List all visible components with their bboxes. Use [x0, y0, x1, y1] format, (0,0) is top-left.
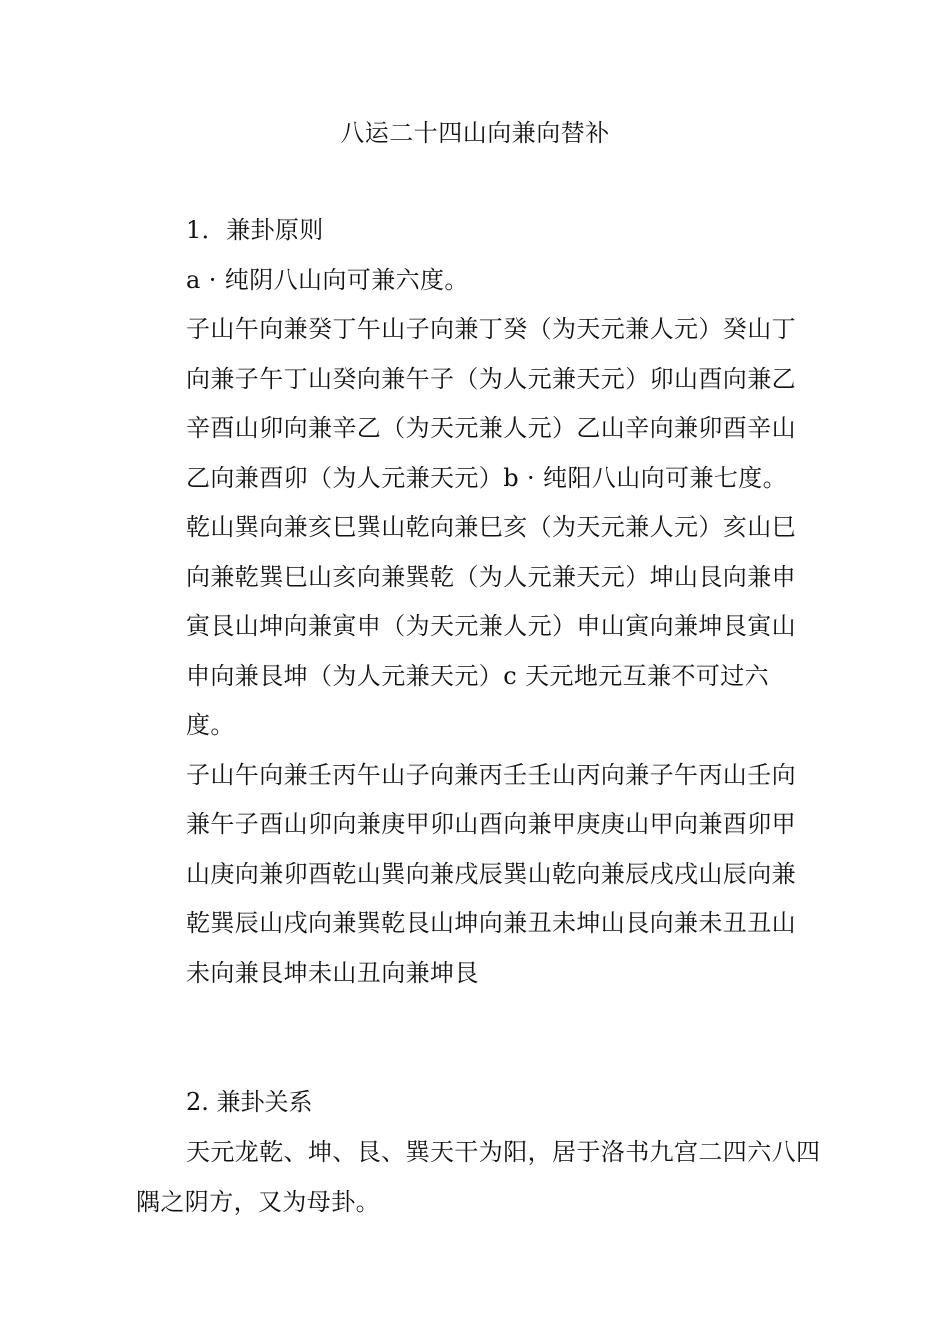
- paragraph-a: 子山午向兼癸丁午山子向兼丁癸（为天元兼人元）癸山丁向兼子午丁山癸向兼午子（为人元兼天元）卯山酉向兼乙辛酉山卯向兼辛乙（为天元兼人元）乙山辛向兼卯酉辛山乙向兼酉卯（为人元兼天元）b · 纯阳八山向可兼七度。: [186, 315, 796, 492]
- section-2-paragraph: 天元龙乾、坤、艮、巽天干为阳，居于洛书九宫二四六八四隅之阴方，又为母卦。: [136, 1138, 821, 1216]
- section-1: [186, 206, 816, 998]
- paragraph-b: 乾山巽向兼亥巳巽山乾向兼巳亥（为天元兼人元）亥山巳向兼乾巽巳山亥向兼巽乾（为人元兼天元）坤山艮向兼申寅艮山坤向兼寅申（为天元兼人元）申山寅向兼坤艮寅山申向兼艮坤（为人元兼天元）c 天元地元互兼不可过六度。: [186, 513, 796, 739]
- paragraph-c: 子山午向兼壬丙午山子向兼丙壬壬山丙向兼子午丙山壬向兼午子酉山卯向兼庚甲卯山酉向兼甲庚庚山甲向兼酉卯甲山庚向兼卯酉乾山巽向兼戌辰巽山乾向兼辰戌戌山辰向兼乾巽辰山戌向兼巽乾艮山坤向兼丑未坤山艮向兼未丑丑山未向兼艮坤未山丑向兼坤艮: [186, 760, 796, 987]
- section-2-heading: 2. 兼卦关系: [186, 1088, 313, 1116]
- rule-a: a · 纯阴八山向可兼六度。: [186, 265, 469, 294]
- section-1-heading: 1．兼卦原则: [186, 216, 324, 244]
- document-title: 八运二十四山向兼向替补: [340, 119, 610, 147]
